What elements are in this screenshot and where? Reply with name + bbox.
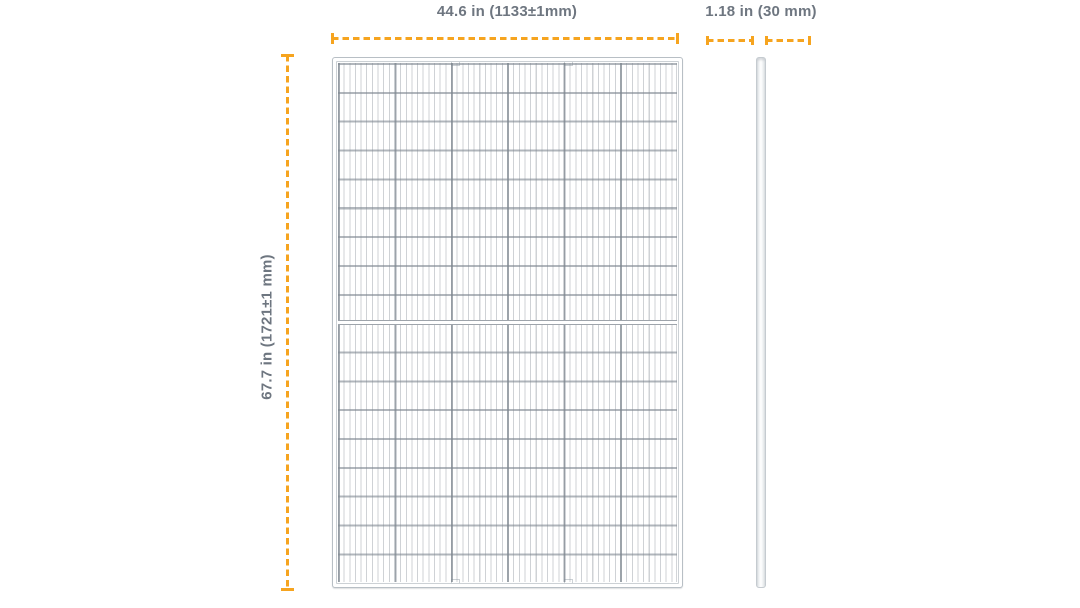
panel-front-view (332, 57, 683, 588)
depth-dimension-label: 1.18 in (30 mm) (705, 3, 817, 20)
panel-center-divider (338, 320, 677, 325)
solar-cell-grid (338, 63, 677, 582)
depth-dimension-line-left (707, 39, 753, 42)
panel-side-view (756, 57, 766, 588)
width-dimension-label: 44.6 in (1133±1mm) (436, 3, 578, 20)
height-dimension-label: 67.7 in (1721±1 mm) (258, 254, 276, 400)
width-dimension-line (332, 37, 678, 40)
height-dimension-line (286, 55, 289, 590)
depth-dimension-line-right (766, 39, 810, 42)
